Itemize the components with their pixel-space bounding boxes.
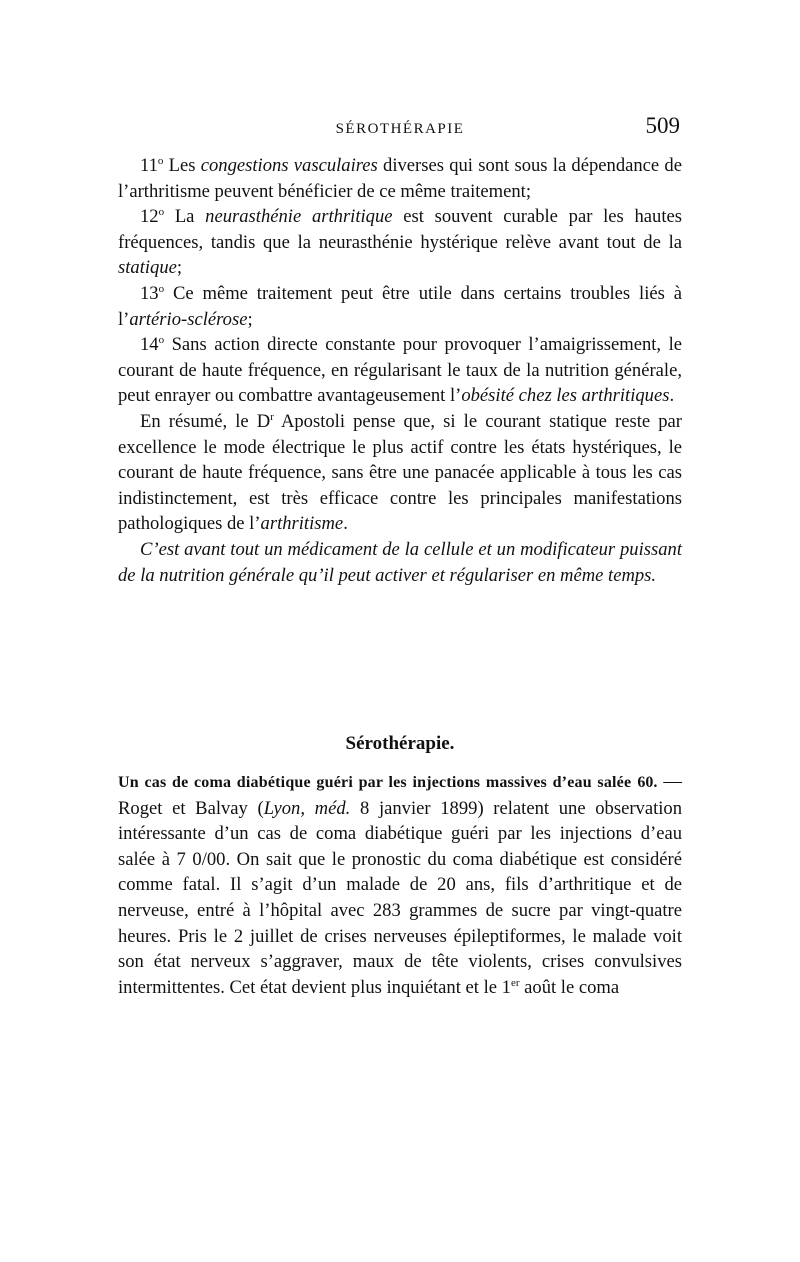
summary-paragraph: En résumé, le $D^r$ Apostoli pense que, si le courant statique reste par excellence le mode électrique le plus actif contre les états hystériques, le courant de haute fréquence, sans être une panacée applicable à tous les cas indistinctement, est très efficace contre les principales manifestations pathologiques de l’arthritisme. [118,410,682,535]
running-title: SÉROTHÉRAPIE [335,121,465,137]
page-number: 509 [645,113,680,138]
conclusion-paragraph: C’est avant tout un médicament de la cellule et un modificateur puissant de la nutrition générale qu’il peut activer et régulariser en même temps. [118,538,682,586]
list-item-13: 13$^o$ Ce même traitement peut être utile dans certains troubles liés à l’artério-sclérose; [118,282,682,330]
list-item-11: 11$^o$ Les congestions vasculaires diverses qui sont sous la dépendance de l’arthritisme peuvent bénéficier de ce même traitement; [118,154,682,202]
journal-name: Lyon, méd. [263,797,351,819]
reference-number: 60. [637,774,658,791]
article-paragraph: Un cas de coma diabétique guéri par les injections massives d’eau salée 60. — Roget et Balvay (Lyon, méd. 8 janvier 1899) relatent une observation intéressante d’un cas de coma diabétique guéri par les injections d’eau salée à 7 0/00. On sait que le pronostic du coma diabétique est considéré comme fatal. Il s’agit d’un malade de 20 ans, fils d’arthritique et de nerveuse, entré à l’hôpital avec 283 grammes de sucre par vingt-quatre heures. Pris le 2 juillet de crises nerveuses épileptiformes, le malade voit son état nerveux s’aggraver, maux de tête violents, crises convulsives intermittentes. Cet état devient plus inquiétant et le 1er août le coma [118,771,683,998]
article-authors: Roget et Balvay ( [118,797,264,819]
text-block-top [118,153,682,588]
list-item-12: 12$^o$ La neurasthénie arthritique est souvent curable par les hautes fréquences, tandis que la neurasthénie hystérique relève avant tout de la statique; [118,206,682,279]
section-heading: Sérothérapie. [345,733,455,754]
article-title: Un cas de coma diabétique guéri par les injections massives d’eau salée [118,774,632,791]
list-item-14: 14$^o$ Sans action directe constante pour provoquer l’amaigrissement, le courant de haute fréquence, en régularisant le taux de la nutrition générale, peut enrayer ou combattre avantageusement l’obésité chez les arthritiques. [118,333,682,407]
page-header [118,113,682,143]
